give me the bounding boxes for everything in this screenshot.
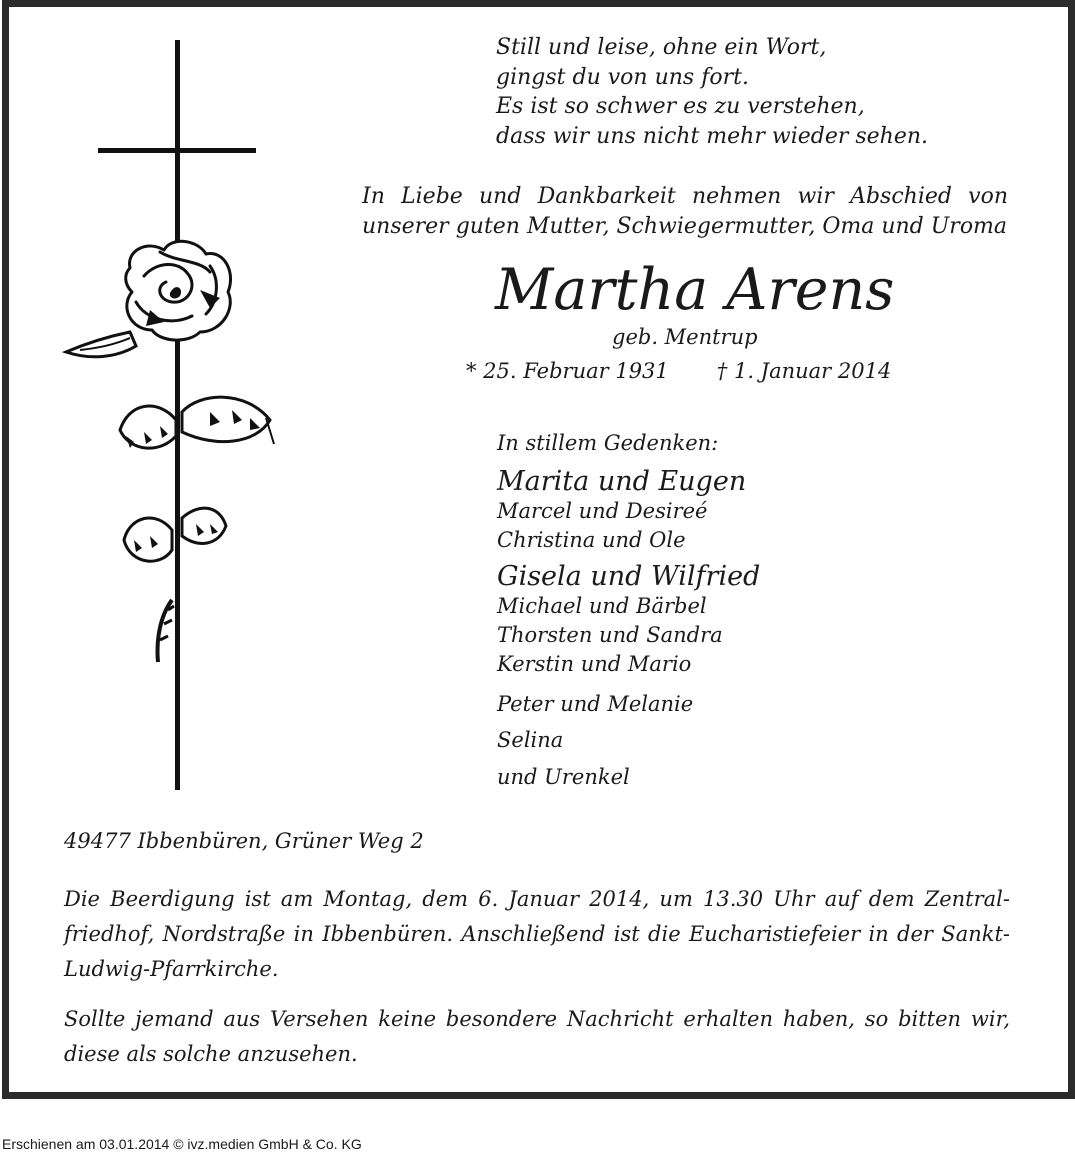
poem-line: dass wir uns nicht mehr wieder sehen. [496, 123, 929, 149]
death-date: † 1. Januar 2014 [716, 359, 892, 383]
deceased-name: Martha Arens [495, 257, 895, 323]
family-member: Michael und Bärbel [497, 594, 707, 618]
family-name: Marita und Eugen [497, 466, 747, 497]
intro-line: In Liebe und Dankbarkeit nehmen wir Abschied von [362, 184, 1008, 209]
farewell-intro [362, 182, 1008, 242]
birth-name: geb. Mentrup [612, 325, 758, 349]
poem [496, 33, 928, 151]
funeral-details: Die Beerdigung ist am Montag, dem 6. Januar 2014, um 13.30 Uhr auf dem Zentral-friedhof, Nordstraße in Ibbenbüren. Anschließend ist die Eucharistiefeier in der Sankt-Ludwig-Pfarrkirche. [64, 887, 1010, 981]
family-member: und Urenkel [497, 765, 630, 789]
birth-date: * 25. Februar 1931 [466, 359, 669, 383]
intro-line: unserer guten Mutter, Schwiegermutter, Oma und Uroma [362, 214, 1008, 239]
mourners-list [497, 427, 760, 796]
mourners-heading: In stillem Gedenken: [497, 431, 719, 455]
poem-line: gingst du von uns fort. [496, 64, 749, 90]
family-name: Gisela und Wilfried [497, 561, 761, 592]
address: 49477 Ibbenbüren, Grüner Weg 2 [64, 829, 424, 853]
family-member: Marcel und Desireé [497, 499, 708, 523]
family-member: Selina [497, 728, 564, 752]
poem-line: Es ist so schwer es zu verstehen, [496, 94, 865, 119]
poem-line: Still und leise, ohne ein Wort, [496, 35, 827, 60]
family-member: Christina und Ole [497, 528, 686, 552]
family-member: Kerstin und Mario [497, 652, 692, 676]
notice-text: Sollte jemand aus Versehen keine besondere Nachricht erhalten haben, so bitten wir, diese als solche anzusehen. [64, 1007, 1010, 1066]
cross-with-rose-icon [60, 40, 290, 800]
family-member: Thorsten und Sandra [497, 623, 723, 647]
life-dates [466, 356, 891, 386]
publication-footer: Erschienen am 03.01.2014 © ivz.medien GmbH & Co. KG [2, 1136, 362, 1152]
family-member: Peter und Melanie [497, 692, 694, 716]
